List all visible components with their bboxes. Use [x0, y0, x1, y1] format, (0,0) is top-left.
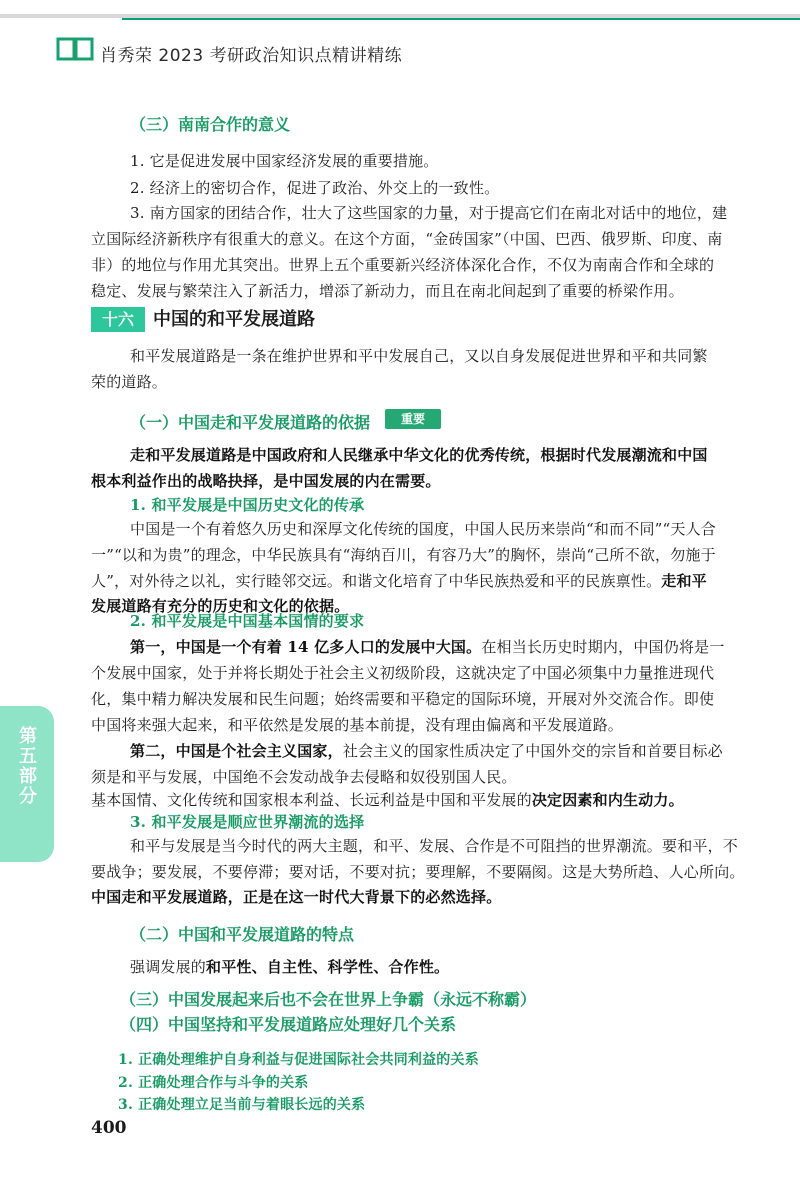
bold-lead: 第一，中国是一个有着 14 亿多人口的发展中大国。 [130, 638, 482, 656]
bold-tail: 和平性、自主性、科学性、合作性。 [206, 958, 450, 976]
bold-tail: 走和平 [661, 572, 707, 590]
paragraph-line: 3. 南方国家的团结合作，壮大了这些国家的力量，对于提高它们在南北对话中的地位，建 [130, 204, 728, 222]
top-green-rule [122, 18, 800, 20]
paragraph-line: 个发展中国家，处于并将长期处于社会主义初级阶段，这就决定了中国必须集中力量推进现代 [91, 664, 715, 682]
paragraph-line: 和平与发展是当今时代的两大主题，和平、发展、合作是不可阻挡的世界潮流。要和平，不 [130, 837, 739, 855]
paragraph-line: 须是和平与发展，中国绝不会发动战争去侵略和奴役别国人民。 [91, 768, 517, 786]
paragraph-line: 中国是一个有着悠久历史和深厚文化传统的国度，中国人民历来崇尚“和而不同”“天人合 [130, 520, 717, 538]
paragraph-line: 非）的地位与作用尤其突出。世界上五个重要新兴经济体深化合作，不仅为南南合作和全球的 [91, 256, 715, 274]
paragraph-line: 强调发展的和平性、自主性、科学性、合作性。 [130, 958, 450, 976]
sub-heading-south-south: （三）南南合作的意义 [130, 115, 291, 134]
sub-heading-features: （二）中国和平发展道路的特点 [130, 925, 355, 944]
paragraph-line: 和平发展道路是一条在维护世界和平中发展自己，又以自身发展促进世界和平和共同繁 [130, 347, 708, 365]
section-number-badge: 十六 [91, 307, 145, 332]
list-item: 1. 它是促进发展中国家经济发展的重要措施。 [130, 152, 439, 170]
point-3-heading: 3. 和平发展是顺应世界潮流的选择 [130, 813, 365, 831]
section-title: 中国的和平发展道路 [153, 309, 315, 330]
list-item: 2. 经济上的密切合作，促进了政治、外交上的一致性。 [130, 179, 500, 197]
paragraph-line: 化，集中精力解决发展和民生问题；始终需要和平稳定的国际环境，开展对外交流合作。即使 [91, 690, 715, 708]
paragraph-line: 荣的道路。 [91, 373, 168, 391]
paragraph-line: 基本国情、文化传统和国家根本利益、长远利益是中国和平发展的决定因素和内生动力。 [91, 791, 684, 809]
point-2-heading: 2. 和平发展是中国基本国情的要求 [130, 612, 365, 630]
paragraph-line: 立国际经济新秩序有很重大的意义。在这个方面，“金砖国家”（中国、巴西、俄罗斯、印度、南 [91, 230, 723, 248]
list-item: 2. 正确处理合作与斗争的关系 [118, 1075, 309, 1091]
bold-lead: 第二，中国是个社会主义国家， [130, 742, 343, 760]
sub-heading-relations: （四）中国坚持和平发展道路应处理好几个关系 [120, 1015, 457, 1034]
important-badge: 重要 [385, 409, 441, 429]
paragraph-line: 第二，中国是个社会主义国家，社会主义的国家性质决定了中国外交的宗旨和首要目标必 [130, 742, 723, 760]
open-book-icon [56, 36, 94, 62]
page-number: 400 [91, 1118, 127, 1138]
book-title: 肖秀荣 2023 考研政治知识点精讲精练 [100, 46, 403, 66]
paragraph-line: 人”，对外待之以礼，实行睦邻交远。和谐文化培育了中华民族热爱和平的民族禀性。走和平 [91, 572, 707, 590]
paragraph-line-bold: 走和平发展道路是中国政府和人民继承中华文化的优秀传统，根据时代发展潮流和中国 [130, 446, 708, 464]
bold-tail: 决定因素和内生动力。 [531, 791, 684, 809]
paragraph-line-bold: 发展道路有充分的历史和文化的依据。 [91, 597, 350, 615]
paragraph-line-bold: 中国走和平发展道路，正是在这一时代大背景下的必然选择。 [91, 888, 502, 906]
paragraph-line: 中国将来强大起来，和平依然是发展的基本前提，没有理由偏离和平发展道路。 [91, 716, 624, 734]
part-side-tab-label: 第五部分 [16, 726, 37, 806]
paragraph-line: 要战争；要发展，不要停滞；要对话，不要对抗；要理解，不要隔阂。这是大势所趋、人心所向。 [91, 863, 745, 881]
paragraph-line: 第一，中国是一个有着 14 亿多人口的发展中大国。在相当长历史时期内，中国仍将是一 [130, 638, 725, 656]
point-1-heading: 1. 和平发展是中国历史文化的传承 [130, 496, 365, 514]
paragraph-line: 一”“以和为贵”的理念，中华民族具有“海纳百川，有容乃大”的胸怀，崇尚“己所不欲，勿施于 [91, 546, 716, 564]
sub-heading-basis: （一）中国走和平发展道路的依据 [130, 413, 371, 432]
list-item: 3. 正确处理立足当前与着眼长远的关系 [118, 1097, 366, 1113]
list-item: 1. 正确处理维护自身利益与促进国际社会共同利益的关系 [118, 1052, 479, 1068]
paragraph-line-bold: 根本利益作出的战略抉择，是中国发展的内在需要。 [91, 472, 441, 490]
paragraph-line: 稳定、发展与繁荣注入了新活力，增添了新动力，而且在南北间起到了重要的桥梁作用。 [91, 282, 684, 300]
sub-heading-no-hegemony: （三）中国发展起来后也不会在世界上争霸（永远不称霸） [120, 990, 537, 1009]
